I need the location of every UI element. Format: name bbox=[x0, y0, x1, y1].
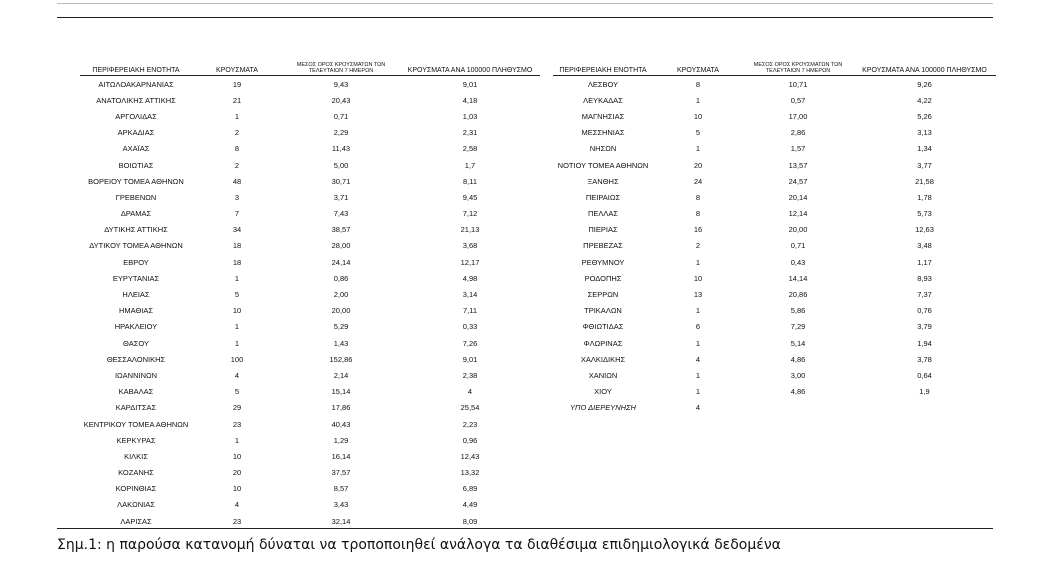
region-cell: ΚΑΡΔΙΤΣΑΣ bbox=[115, 403, 157, 413]
region-cell: ΑΙΤΩΛΟΑΚΑΡΝΑΝΙΑΣ bbox=[98, 79, 174, 89]
table-row bbox=[80, 465, 540, 481]
region-cell: ΙΩΑΝΝΙΝΩΝ bbox=[114, 370, 158, 380]
cases-cell: 10 bbox=[693, 273, 703, 283]
region-cell: ΚΕΡΚΥΡΑΣ bbox=[116, 435, 156, 445]
cases-cell: 4 bbox=[695, 403, 701, 413]
cases-cell: 1 bbox=[695, 95, 701, 105]
region-cell: ΠΡΕΒΕΖΑΣ bbox=[583, 241, 623, 251]
avg7-cell: 8,57 bbox=[333, 484, 349, 494]
cases-cell: 1 bbox=[695, 338, 701, 348]
cases-cell: 16 bbox=[693, 225, 703, 235]
avg7-cell: 32,14 bbox=[331, 516, 351, 526]
region-cell: ΧΑΛΚΙΔΙΚΗΣ bbox=[580, 354, 626, 364]
avg7-cell: 0,86 bbox=[333, 273, 349, 283]
cases-cell: 10 bbox=[232, 306, 242, 316]
per100k-cell: 12,43 bbox=[460, 451, 480, 461]
avg7-cell: 0,57 bbox=[790, 95, 806, 105]
cases-cell: 18 bbox=[232, 241, 242, 251]
avg7-cell: 20,86 bbox=[788, 290, 808, 300]
table-row bbox=[553, 335, 996, 351]
table-row bbox=[80, 432, 540, 448]
per100k-cell: 7,37 bbox=[917, 290, 932, 300]
region-cell: ΥΠΟ ΔΙΕΡΕΥΝΗΣΗ bbox=[570, 403, 636, 413]
avg7-cell: 24,14 bbox=[331, 257, 351, 267]
table-row bbox=[553, 238, 996, 254]
cases-table-right bbox=[553, 56, 996, 416]
region-cell: ΘΕΣΣΑΛΟΝΙΚΗΣ bbox=[106, 354, 166, 364]
cases-cell: 19 bbox=[232, 79, 242, 89]
table-row bbox=[553, 319, 996, 335]
cases-cell: 6 bbox=[695, 322, 701, 332]
cases-cell: 20 bbox=[693, 160, 703, 170]
table-row bbox=[80, 254, 540, 270]
avg7-cell: 14,14 bbox=[788, 273, 808, 283]
cases-cell: 100 bbox=[230, 354, 244, 364]
per100k-cell: 0,64 bbox=[917, 370, 932, 380]
table-row bbox=[553, 141, 996, 157]
table-row bbox=[553, 157, 996, 173]
per100k-cell: 3,77 bbox=[917, 160, 932, 170]
per100k-cell: 1,03 bbox=[462, 111, 478, 121]
region-cell: ΗΡΑΚΛΕΙΟΥ bbox=[114, 322, 158, 332]
table-row bbox=[80, 513, 540, 529]
per100k-cell: 8,93 bbox=[917, 273, 932, 283]
per100k-cell: 1,94 bbox=[917, 338, 932, 348]
header-per100k: ΚΡΟΥΣΜΑΤΑ ΑΝΑ 100000 ΠΛΗΘΥΣΜΟ bbox=[400, 56, 540, 76]
table-row bbox=[80, 416, 540, 432]
table-row bbox=[80, 286, 540, 302]
avg7-cell: 10,71 bbox=[788, 79, 808, 89]
cases-cell: 13 bbox=[693, 290, 703, 300]
per100k-cell: 3,14 bbox=[462, 290, 478, 300]
per100k-cell: 21,58 bbox=[915, 176, 934, 186]
table-row bbox=[553, 400, 996, 416]
table-row bbox=[80, 335, 540, 351]
table-row bbox=[80, 206, 540, 222]
table-row bbox=[553, 206, 996, 222]
table-row bbox=[80, 497, 540, 513]
per100k-cell: 1,7 bbox=[464, 160, 476, 170]
table-row bbox=[80, 367, 540, 383]
bottom-rule bbox=[57, 528, 993, 529]
region-cell: ΦΛΩΡΙΝΑΣ bbox=[583, 338, 623, 348]
region-cell: ΛΕΣΒΟΥ bbox=[587, 79, 619, 89]
avg7-cell: 5,14 bbox=[790, 338, 806, 348]
avg7-cell: 17,86 bbox=[331, 403, 351, 413]
region-cell: ΝΗΣΩΝ bbox=[589, 144, 617, 154]
region-cell: ΠΕΙΡΑΙΩΣ bbox=[585, 192, 621, 202]
table-row bbox=[80, 270, 540, 286]
region-cell: ΞΑΝΘΗΣ bbox=[587, 176, 619, 186]
table-row bbox=[553, 92, 996, 108]
cases-cell: 5 bbox=[695, 128, 701, 138]
avg7-cell: 0,71 bbox=[333, 111, 349, 121]
per100k-cell: 9,01 bbox=[462, 79, 478, 89]
avg7-cell: 2,86 bbox=[790, 128, 806, 138]
avg7-cell: 2,00 bbox=[333, 290, 349, 300]
cases-cell: 8 bbox=[234, 144, 240, 154]
per100k-cell: 0,96 bbox=[462, 435, 478, 445]
avg7-cell: 3,00 bbox=[790, 370, 806, 380]
region-cell: ΑΧΑΪΑΣ bbox=[122, 144, 150, 154]
cases-cell: 1 bbox=[695, 387, 701, 397]
cases-cell: 48 bbox=[232, 176, 242, 186]
region-cell: ΑΡΓΟΛΙΔΑΣ bbox=[115, 111, 157, 121]
per100k-cell bbox=[853, 400, 996, 416]
table-row bbox=[553, 173, 996, 189]
avg7-cell: 4,86 bbox=[790, 354, 806, 364]
avg7-cell: 1,43 bbox=[333, 338, 349, 348]
table-row bbox=[80, 141, 540, 157]
table-row bbox=[553, 351, 996, 367]
footnote: Σημ.1: η παρούσα κατανομή δύναται να τροποποιηθεί ανάλογα τα διαθέσιμα επιδημιολογικά δεδομένα bbox=[57, 537, 781, 553]
per100k-cell: 7,12 bbox=[462, 209, 478, 219]
avg7-cell bbox=[743, 400, 853, 416]
avg7-cell: 28,00 bbox=[331, 241, 351, 251]
table-row bbox=[80, 157, 540, 173]
avg7-cell: 15,14 bbox=[331, 387, 351, 397]
per100k-cell: 0,33 bbox=[462, 322, 478, 332]
table-row bbox=[80, 189, 540, 205]
table-row bbox=[80, 351, 540, 367]
cases-cell: 1 bbox=[234, 338, 240, 348]
table-row bbox=[80, 125, 540, 141]
cases-cell: 10 bbox=[232, 451, 242, 461]
avg7-cell: 1,57 bbox=[790, 144, 806, 154]
avg7-cell: 4,86 bbox=[790, 387, 806, 397]
table-row bbox=[553, 222, 996, 238]
cases-cell: 2 bbox=[695, 241, 701, 251]
per100k-cell: 5,73 bbox=[917, 209, 932, 219]
header-region: ΠΕΡΙΦΕΡΕΙΑΚΗ ΕΝΟΤΗΤΑ bbox=[80, 56, 192, 76]
avg7-cell: 2,29 bbox=[333, 128, 349, 138]
per100k-cell: 7,11 bbox=[462, 306, 478, 316]
per100k-cell: 2,58 bbox=[462, 144, 478, 154]
table-row bbox=[80, 222, 540, 238]
cases-cell: 7 bbox=[234, 209, 240, 219]
table-row bbox=[80, 448, 540, 464]
table-row bbox=[553, 286, 996, 302]
region-cell: ΒΟΡΕΙΟΥ ΤΟΜΕΑ ΑΘΗΝΩΝ bbox=[88, 176, 184, 186]
region-cell: ΑΡΚΑΔΙΑΣ bbox=[117, 128, 155, 138]
avg7-cell: 20,00 bbox=[788, 225, 808, 235]
table-row bbox=[80, 481, 540, 497]
header-region: ΠΕΡΙΦΕΡΕΙΑΚΗ ΕΝΟΤΗΤΑ bbox=[553, 56, 653, 76]
region-cell: ΝΟΤΙΟΥ ΤΟΜΕΑ ΑΘΗΝΩΝ bbox=[557, 160, 649, 170]
per100k-cell: 9,45 bbox=[462, 192, 478, 202]
per100k-cell: 4,18 bbox=[462, 95, 478, 105]
table-row bbox=[553, 384, 996, 400]
cases-cell: 8 bbox=[695, 79, 701, 89]
region-cell: ΒΟΙΩΤΙΑΣ bbox=[118, 160, 154, 170]
table-row bbox=[80, 303, 540, 319]
per100k-cell: 0,76 bbox=[917, 306, 932, 316]
per100k-cell: 9,26 bbox=[917, 79, 932, 89]
avg7-cell: 38,57 bbox=[331, 225, 351, 235]
header-avg7: ΜΕΣΟΣ ΟΡΟΣ ΚΡΟΥΣΜΑΤΩΝ ΤΩΝ ΤΕΛΕΥΤΑΙΩΝ 7 ΗΜΕΡΩΝ bbox=[743, 56, 853, 76]
cases-cell: 4 bbox=[234, 500, 240, 510]
region-cell: ΕΒΡΟΥ bbox=[123, 257, 149, 267]
avg7-cell: 37,57 bbox=[331, 468, 351, 478]
per100k-cell: 1,78 bbox=[917, 192, 932, 202]
avg7-cell: 20,43 bbox=[331, 95, 351, 105]
per100k-cell: 21,13 bbox=[460, 225, 480, 235]
per100k-cell: 2,38 bbox=[462, 370, 478, 380]
region-cell: ΛΑΚΩΝΙΑΣ bbox=[117, 500, 155, 510]
per100k-cell: 6,89 bbox=[462, 484, 478, 494]
region-cell: ΛΕΥΚΑΔΑΣ bbox=[583, 95, 623, 105]
avg7-cell: 40,43 bbox=[331, 419, 351, 429]
avg7-cell: 13,57 bbox=[788, 160, 808, 170]
region-cell: ΚΑΒΑΛΑΣ bbox=[118, 387, 154, 397]
avg7-cell: 20,14 bbox=[788, 192, 808, 202]
avg7-cell: 12,14 bbox=[788, 209, 808, 219]
region-cell: ΧΑΝΙΩΝ bbox=[588, 370, 618, 380]
region-cell: ΛΑΡΙΣΑΣ bbox=[120, 516, 152, 526]
region-cell: ΓΡΕΒΕΝΩΝ bbox=[115, 192, 157, 202]
region-cell: ΡΟΔΟΠΗΣ bbox=[584, 273, 622, 283]
table-row bbox=[553, 108, 996, 124]
region-cell: ΚΟΡΙΝΘΙΑΣ bbox=[115, 484, 157, 494]
per100k-cell: 1,34 bbox=[917, 144, 932, 154]
per100k-cell: 3,68 bbox=[462, 241, 478, 251]
avg7-cell: 1,29 bbox=[333, 435, 349, 445]
per100k-cell: 13,32 bbox=[460, 468, 480, 478]
region-cell: ΦΘΙΩΤΙΔΑΣ bbox=[582, 322, 624, 332]
avg7-cell: 3,43 bbox=[333, 500, 349, 510]
avg7-cell: 24,57 bbox=[788, 176, 808, 186]
table-row bbox=[80, 238, 540, 254]
avg7-cell: 9,43 bbox=[333, 79, 349, 89]
cases-cell: 29 bbox=[232, 403, 242, 413]
cases-cell: 1 bbox=[234, 111, 240, 121]
region-cell: ΚΟΖΑΝΗΣ bbox=[118, 468, 154, 478]
avg7-cell: 0,71 bbox=[790, 241, 806, 251]
cases-cell: 5 bbox=[234, 387, 240, 397]
avg7-cell: 30,71 bbox=[331, 176, 351, 186]
cases-cell: 10 bbox=[232, 484, 242, 494]
per100k-cell: 1,9 bbox=[919, 387, 930, 397]
region-cell: ΣΕΡΡΩΝ bbox=[587, 290, 619, 300]
cases-cell: 10 bbox=[693, 111, 703, 121]
table-row bbox=[553, 270, 996, 286]
cases-cell: 1 bbox=[234, 273, 240, 283]
table-row bbox=[553, 367, 996, 383]
region-cell: ΧΙΟΥ bbox=[594, 387, 612, 397]
region-cell: ΔΡΑΜΑΣ bbox=[120, 209, 152, 219]
per100k-cell: 4 bbox=[467, 387, 473, 397]
table-row bbox=[553, 254, 996, 270]
region-cell: ΠΙΕΡΙΑΣ bbox=[588, 225, 618, 235]
avg7-cell: 0,43 bbox=[790, 257, 806, 267]
region-cell: ΠΕΛΛΑΣ bbox=[587, 209, 619, 219]
header-cases: ΚΡΟΥΣΜΑΤΑ bbox=[192, 56, 282, 76]
cases-cell: 1 bbox=[234, 322, 240, 332]
region-cell: ΘΑΣΟΥ bbox=[123, 338, 149, 348]
header-avg7: ΜΕΣΟΣ ΟΡΟΣ ΚΡΟΥΣΜΑΤΩΝ ΤΩΝ ΤΕΛΕΥΤΑΙΩΝ 7 ΗΜΕΡΩΝ bbox=[282, 56, 400, 76]
avg7-cell: 5,00 bbox=[333, 160, 349, 170]
cases-cell: 3 bbox=[234, 192, 240, 202]
cases-table-left bbox=[80, 56, 540, 529]
table-row bbox=[553, 303, 996, 319]
per100k-cell: 8,09 bbox=[462, 516, 478, 526]
table-row bbox=[80, 384, 540, 400]
cases-cell: 1 bbox=[695, 306, 701, 316]
top-faint-rule bbox=[57, 3, 993, 4]
region-cell: ΗΜΑΘΙΑΣ bbox=[118, 306, 154, 316]
per100k-cell: 7,26 bbox=[462, 338, 478, 348]
region-cell: ΔΥΤΙΚΟΥ ΤΟΜΕΑ ΑΘΗΝΩΝ bbox=[89, 241, 183, 251]
per100k-cell: 4,49 bbox=[462, 500, 478, 510]
cases-cell: 5 bbox=[234, 290, 240, 300]
avg7-cell: 3,71 bbox=[333, 192, 349, 202]
per100k-cell: 25,54 bbox=[460, 403, 480, 413]
cases-cell: 20 bbox=[232, 468, 242, 478]
avg7-cell: 20,00 bbox=[331, 306, 351, 316]
cases-cell: 2 bbox=[234, 128, 240, 138]
avg7-cell: 152,86 bbox=[329, 354, 353, 364]
table-row bbox=[80, 173, 540, 189]
table-row bbox=[553, 76, 996, 93]
cases-cell: 21 bbox=[232, 95, 242, 105]
table-header-row bbox=[553, 56, 996, 76]
per100k-cell: 9,01 bbox=[462, 354, 478, 364]
table-row bbox=[80, 400, 540, 416]
per100k-cell: 5,26 bbox=[917, 111, 932, 121]
region-cell: ΜΑΓΝΗΣΙΑΣ bbox=[581, 111, 625, 121]
per100k-cell: 12,17 bbox=[460, 257, 480, 267]
avg7-cell: 7,43 bbox=[333, 209, 349, 219]
avg7-cell: 16,14 bbox=[331, 451, 351, 461]
per100k-cell: 8,11 bbox=[462, 176, 478, 186]
per100k-cell: 2,31 bbox=[462, 128, 478, 138]
per100k-cell: 2,23 bbox=[462, 419, 478, 429]
per100k-cell: 4,98 bbox=[462, 273, 478, 283]
table-header-row bbox=[80, 56, 540, 76]
table-row bbox=[553, 125, 996, 141]
cases-cell: 24 bbox=[693, 176, 703, 186]
cases-cell: 8 bbox=[695, 192, 701, 202]
per100k-cell: 3,48 bbox=[917, 241, 932, 251]
table-row bbox=[80, 76, 540, 93]
per100k-cell: 3,78 bbox=[917, 354, 932, 364]
avg7-cell: 11,43 bbox=[331, 144, 351, 154]
cases-cell: 1 bbox=[695, 144, 701, 154]
cases-cell: 8 bbox=[695, 209, 701, 219]
avg7-cell: 7,29 bbox=[790, 322, 806, 332]
region-cell: ΚΕΝΤΡΙΚΟΥ ΤΟΜΕΑ ΑΘΗΝΩΝ bbox=[83, 419, 189, 429]
per100k-cell: 3,79 bbox=[917, 322, 932, 332]
cases-cell: 4 bbox=[695, 354, 701, 364]
per100k-cell: 4,22 bbox=[917, 95, 932, 105]
cases-cell: 4 bbox=[234, 370, 240, 380]
cases-cell: 34 bbox=[232, 225, 242, 235]
cases-cell: 1 bbox=[234, 435, 240, 445]
per100k-cell: 1,17 bbox=[917, 257, 932, 267]
cases-cell: 18 bbox=[232, 257, 242, 267]
header-cases: ΚΡΟΥΣΜΑΤΑ bbox=[653, 56, 743, 76]
cases-cell: 23 bbox=[232, 516, 242, 526]
region-cell: ΤΡΙΚΑΛΩΝ bbox=[584, 306, 622, 316]
region-cell: ΡΕΘΥΜΝΟΥ bbox=[581, 257, 625, 267]
avg7-cell: 17,00 bbox=[788, 111, 808, 121]
cases-cell: 2 bbox=[234, 160, 240, 170]
region-cell: ΗΛΕΙΑΣ bbox=[122, 290, 150, 300]
avg7-cell: 5,86 bbox=[790, 306, 806, 316]
top-rule bbox=[57, 17, 993, 18]
per100k-cell: 3,13 bbox=[917, 128, 932, 138]
cases-cell: 23 bbox=[232, 419, 242, 429]
avg7-cell: 5,29 bbox=[333, 322, 349, 332]
region-cell: ΚΙΛΚΙΣ bbox=[124, 451, 148, 461]
table-row bbox=[80, 108, 540, 124]
table-row bbox=[80, 92, 540, 108]
avg7-cell: 2,14 bbox=[333, 370, 349, 380]
region-cell: ΜΕΣΣΗΝΙΑΣ bbox=[581, 128, 625, 138]
region-cell: ΑΝΑΤΟΛΙΚΗΣ ΑΤΤΙΚΗΣ bbox=[96, 95, 176, 105]
region-cell: ΕΥΡΥΤΑΝΙΑΣ bbox=[112, 273, 160, 283]
cases-cell: 1 bbox=[695, 257, 701, 267]
cases-cell: 1 bbox=[695, 370, 701, 380]
per100k-cell: 12,63 bbox=[915, 225, 934, 235]
table-row bbox=[553, 189, 996, 205]
header-per100k: ΚΡΟΥΣΜΑΤΑ ΑΝΑ 100000 ΠΛΗΘΥΣΜΟ bbox=[853, 56, 996, 76]
table-row bbox=[80, 319, 540, 335]
region-cell: ΔΥΤΙΚΗΣ ΑΤΤΙΚΗΣ bbox=[104, 225, 168, 235]
